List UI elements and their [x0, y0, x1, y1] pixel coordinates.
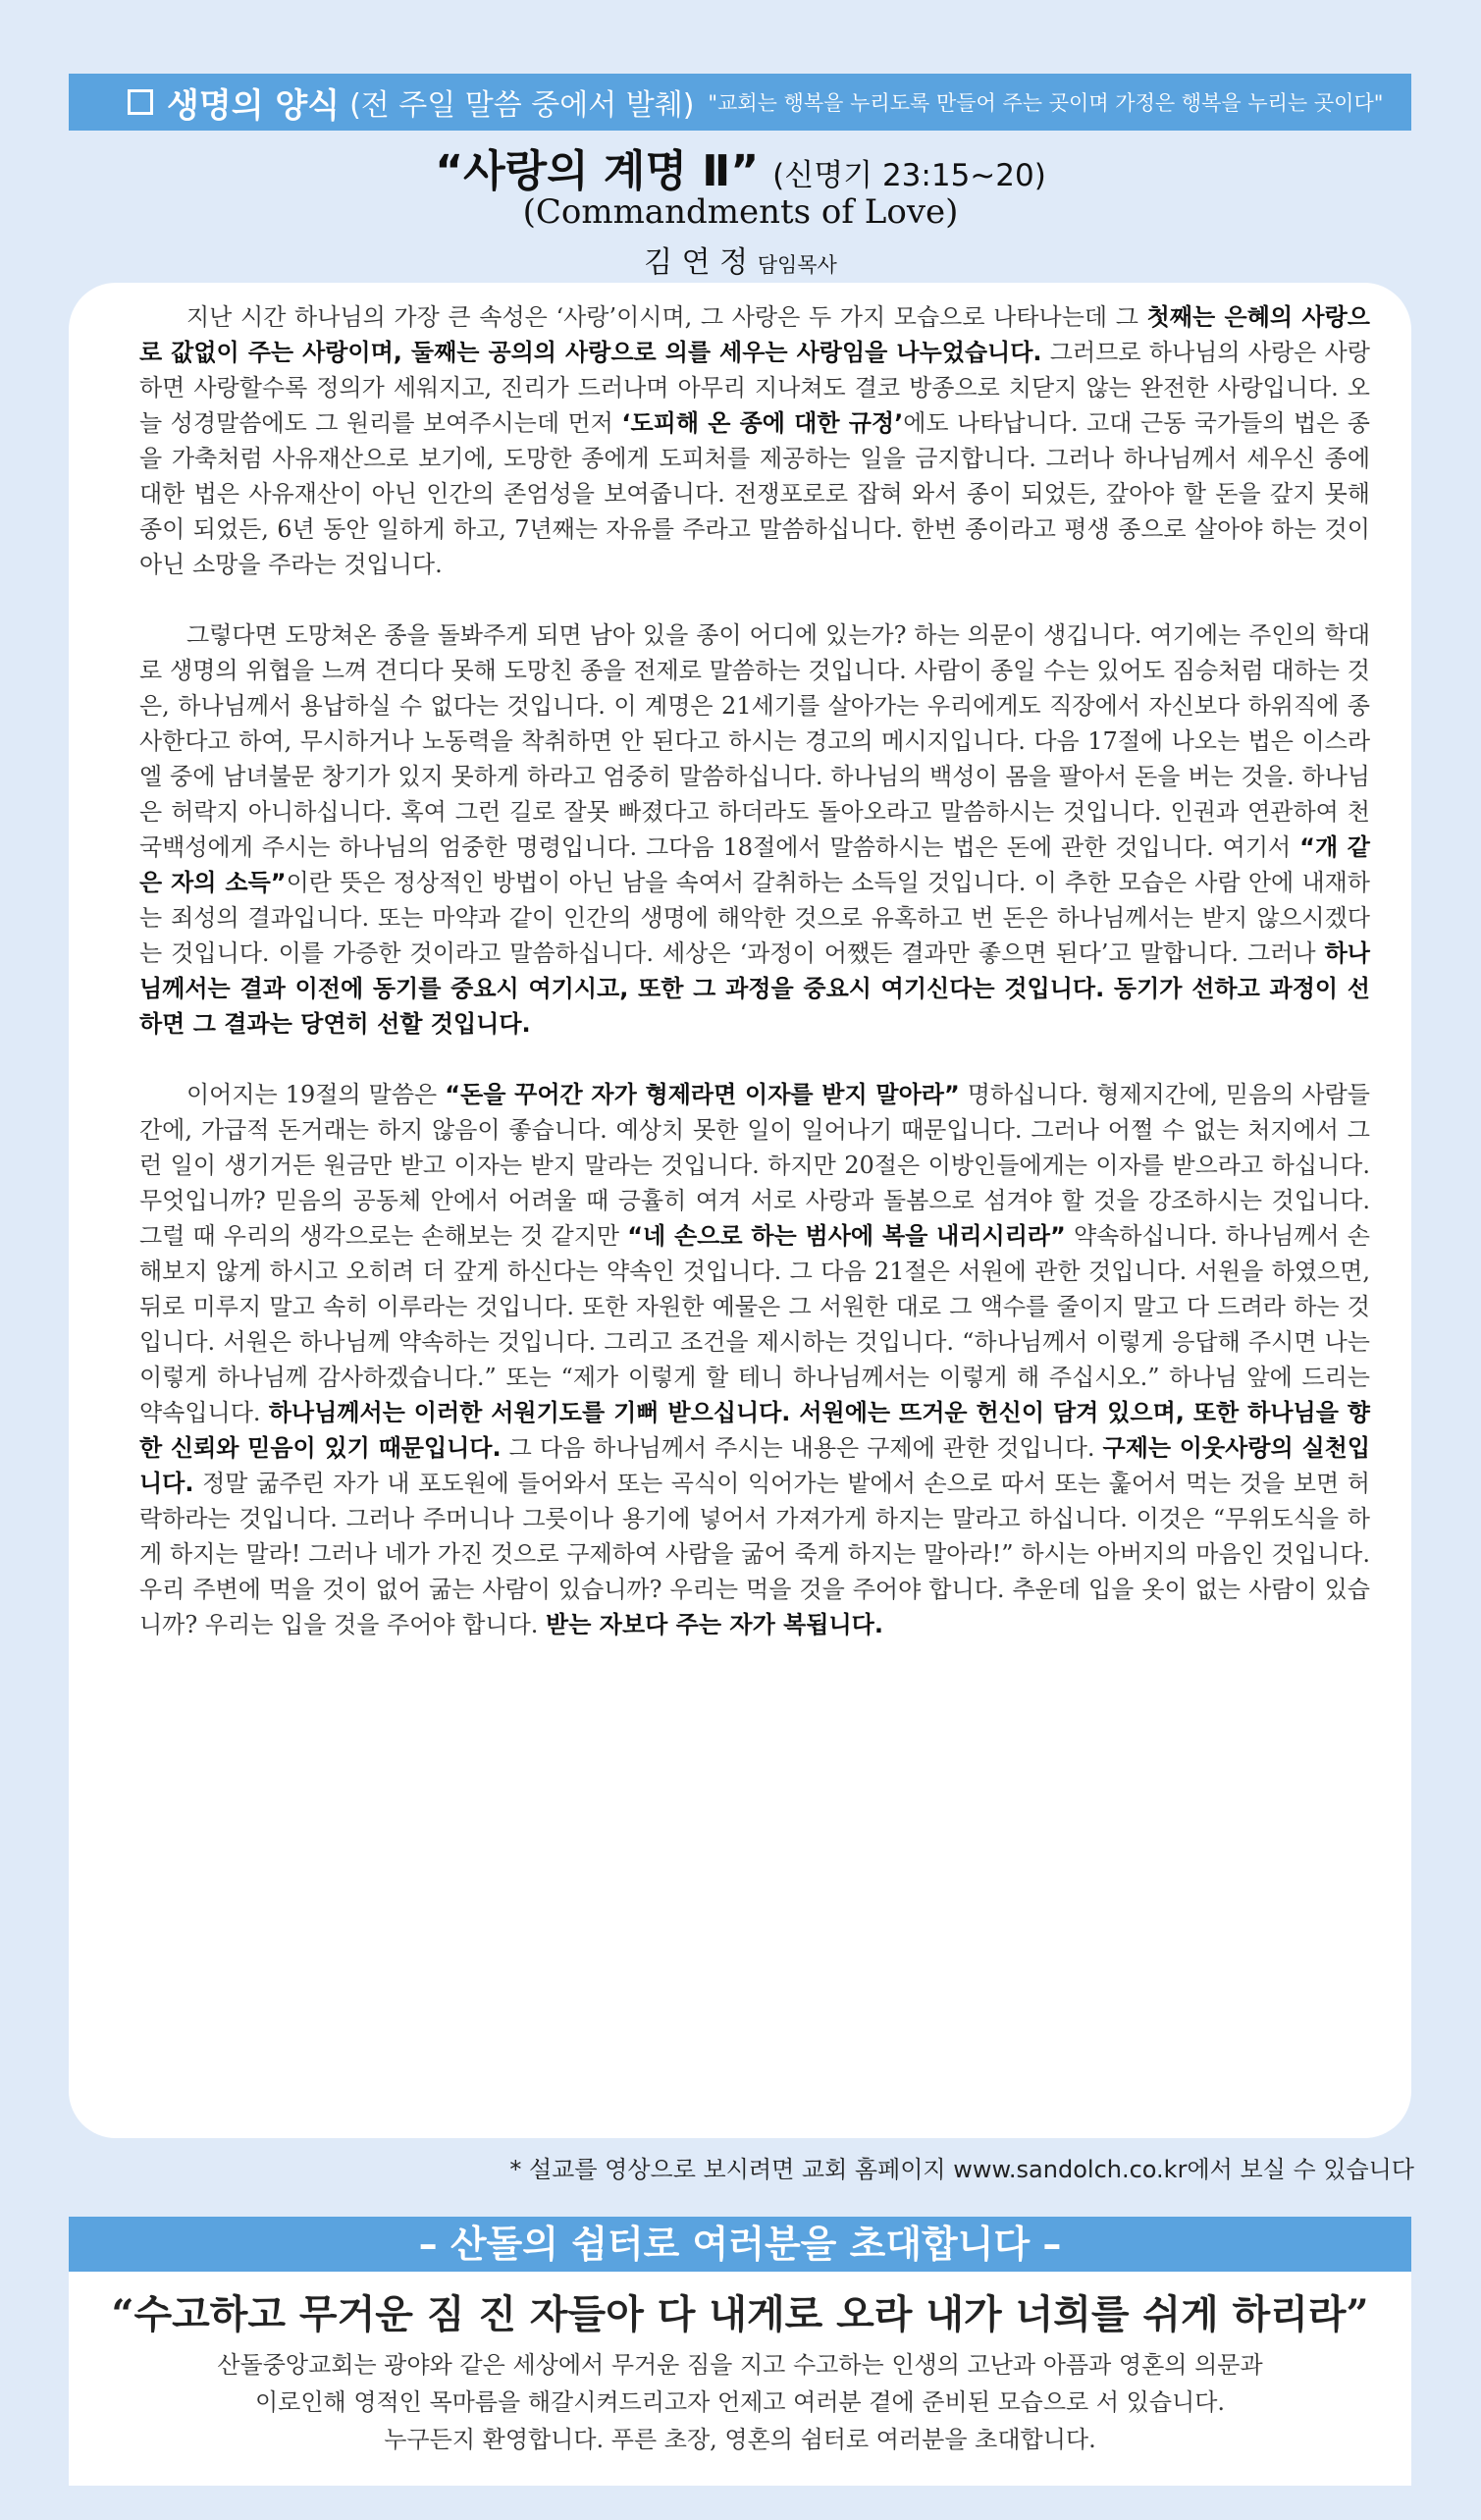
body-text: 에도 나타납니다. 고대 근동 국가들의 법은 종을 가축처럼 사유재산으로 보기에, 도망한 종에게 도피처를 제공하는 일을 금지합니다. 그러나 하나님께서 세우신 종에 대한 법은 사유재산이 아닌 인간의 존엄성을 보여줍니다. 전쟁포로로 잡혀 와서 종이 되었든, 갚아야 할 돈을 갚지 못해 종이 되었든, 6년 동안 일하게 하고, 7년째는 자유를 주라고 말씀하십니다. 한번 종이라고 평생 종으로 살아야 하는 것이 아닌 소망을 주라는 것입니다.	[139, 409, 1370, 578]
sermon-body	[139, 299, 1370, 1678]
section-title: 생명의 양식	[167, 85, 341, 126]
preacher-name: 김 연 정	[644, 245, 749, 280]
sermon-subtitle: (Commandments of Love)	[522, 192, 959, 232]
body-text: 약속하십니다. 하나님께서 손해보지 않게 하시고 오히려 더 갚게 하신다는 약속인 것입니다. 그 다음 21절은 서원에 관한 것입니다. 서원을 하였으면, 뒤로 미루지 말고 속히 이루라는 것입니다. 또한 자원한 예물은 그 서원한 대로 그 액수를 줄이지 말고 다 드려라 하는 것입니다. 서원은 하나님께 약속하는 것입니다. 그리고 조건을 제시하는 것입니다. “하나님께서 이렇게 응답해 주시면 나는 이렇게 하나님께 감사하겠습니다.” 또는 “제가 이렇게 할 테니 하나님께서는 이렇게 해 주십시오.” 하나님 앞에 드리는 약속입니다.	[139, 1222, 1370, 1426]
body-text: 그러므로 하나님의 사랑은 사랑하면 사랑할수록 정의가 세워지고, 진리가 드러나며 아무리 지나쳐도 결코 방종으로 치닫지 않는 완전한 사랑입니다. 오늘 성경말씀에도 그 원리를 보여주시는데 먼저	[139, 339, 1370, 437]
church-motto: "교회는 행복을 누리도록 만들어 주는 곳이며 가정은 행복을 누리는 곳이다"	[708, 91, 1384, 115]
body-text: 그렇다면 도망쳐온 종을 돌봐주게 되면 남아 있을 종이 어디에 있는가? 하는 의문이 생깁니다. 여기에는 주인의 학대로 생명의 위협을 느껴 견디다 못해 도망친 종을 전제로 말씀하는 것입니다. 사람이 종일 수는 있어도 짐승처럼 대하는 것은, 하나님께서 용납하실 수 없다는 것입니다. 이 계명은 21세기를 살아가는 우리에게도 직장에서 자신보다 하위직에 종사한다고 하여, 무시하거나 노동력을 착취하면 안 된다고 하시는 경고의 메시지입니다. 다음 17절에 나오는 법은 이스라엘 중에 남녀불문 창기가 있지 못하게 하라고 엄중히 말씀하십니다. 하나님의 백성이 몸을 팔아서 돈을 버는 것을. 하나님은 허락지 아니하십니다. 혹여 그런 길로 잘못 빠졌다고 하더라도 돌아오라고 말씀하시는 것입니다. 인권과 연관하여 천국백성에게 주시는 하나님의 엄중한 명령입니다. 그다음 18절에서 말씀하시는 법은 돈에 관한 것입니다. 여기서	[139, 621, 1370, 861]
invite-line: 이로인해 영적인 목마름을 해갈시켜드리고자 언제고 여러분 곁에 준비된 모습으로 서 있습니다.	[254, 2388, 1226, 2416]
invite-text	[69, 2346, 1411, 2458]
invite-quote: “수고하고 무거운 짐 진 자들아 다 내게로 오라 내가 너희를 쉬게 하리라”	[111, 2291, 1369, 2337]
body-text: 정말 굶주린 자가 내 포도원에 들어와서 또는 곡식이 익어가는 밭에서 손으로 따서 또는 훑어서 먹는 것을 보면 허락하라는 것입니다. 그러나 주머니나 그릇이나 용기에 넣어서 가져가게 하지는 말라고 하십니다. 이것은 “무위도식을 하게 하지는 말라! 그러나 네가 가진 것으로 구제하여 사람을 굶어 죽게 하지는 말아라!” 하시는 아버지의 마음인 것입니다. 우리 주변에 먹을 것이 없어 굶는 사람이 있습니까? 우리는 먹을 것을 주어야 합니다. 추운데 입을 옷이 없는 사람이 있습니까? 우리는 입을 것을 주어야 합니다.	[139, 1470, 1370, 1638]
video-note: * 설교를 영상으로 보시려면 교회 홈페이지 www.sandolch.co.kr에서 보실 수 있습니다	[509, 2156, 1414, 2183]
body-text: 이란 뜻은 정상적인 방법이 아닌 남을 속여서 갈취하는 소득일 것입니다. 이 추한 모습은 사람 안에 내재하는 죄성의 결과입니다. 또는 마약과 같이 인간의 생명에 해악한 것으로 유혹하고 번 돈은 하나님께서는 받지 않으시겠다는 것입니다. 이를 가증한 것이라고 말씀하십니다. 세상은 ‘과정이 어쨌든 결과만 좋으면 된다’고 말합니다. 그러나	[139, 869, 1370, 967]
body-text: 명하십니다. 형제지간에, 믿음의 사람들 간에, 가급적 돈거래는 하지 않음이 좋습니다. 예상치 못한 일이 일어나기 때문입니다. 그러나 어쩔 수 없는 처지에서 그런 일이 생기거든 원금만 받고 이자는 받지 말라는 것입니다. 하지만 20절은 이방인들에게는 이자를 받으라고 하십니다. 무엇입니까? 믿음의 공동체 안에서 어려울 때 긍휼히 여겨 서로 사랑과 돌봄으로 섬겨야 할 것을 강조하시는 것입니다. 그럴 때 우리의 생각으로는 손해보는 것 같지만	[139, 1081, 1370, 1250]
invite-banner: – 산돌의 쉼터로 여러분을 초대합니다 –	[69, 2217, 1411, 2272]
sermon-title: “사랑의 계명 Ⅱ”	[435, 146, 760, 196]
invite-line: 누구든지 환영합니다. 푸른 초장, 영혼의 쉼터로 여러분을 초대합니다.	[384, 2426, 1096, 2453]
emphasis-text: ‘도피해 온 종에 대한 규정’	[621, 409, 904, 437]
emphasis-text: 하나님께서는 결과 이전에 동기를 중요시 여기시고, 또한 그 과정을 중요시 여기신다는 것입니다. 동기가 선하고 과정이 선하면 그 결과는 당연히 선할 것입니다.	[139, 939, 1370, 1038]
paragraph-2	[139, 617, 1370, 1042]
preacher-line	[0, 238, 1481, 281]
emphasis-text: “돈을 꾸어간 자가 형제라면 이자를 받지 말아라”	[445, 1081, 960, 1108]
preacher-role: 담임목사	[757, 253, 837, 277]
checkbox-square-icon	[128, 89, 153, 115]
section-subtitle: (전 주일 말씀 중에서 발췌)	[349, 88, 695, 123]
emphasis-text: “네 손으로 하는 범사에 복을 내리시리라”	[627, 1222, 1066, 1250]
emphasis-text: “개 같은 자의 소득”	[139, 833, 1370, 896]
emphasis-text: 하나님께서는 이러한 서원기도를 기뻐 받으십니다. 서원에는 뜨거운 헌신이 담겨 있으며, 또한 하나님을 향한 신뢰와 믿음이 있기 때문입니다.	[139, 1399, 1370, 1462]
paragraph-1	[139, 299, 1370, 582]
emphasis-text: 첫째는 은혜의 사랑으로 값없이 주는 사랑이며, 둘째는 공의의 사랑으로 의를 세우는 사랑임을 나누었습니다.	[139, 303, 1370, 366]
body-text: 그 다음 하나님께서 주시는 내용은 구제에 관한 것입니다.	[501, 1434, 1103, 1462]
body-text: 지난 시간 하나님의 가장 큰 속성은 ‘사랑’이시며, 그 사랑은 두 가지 모습으로 나타나는데 그	[186, 303, 1147, 331]
scripture-reference: (신명기 23:15~20)	[772, 158, 1046, 193]
invite-line: 산돌중앙교회는 광야와 같은 세상에서 무거운 짐을 지고 수고하는 인생의 고난과 아픔과 영혼의 의문과	[217, 2351, 1263, 2379]
emphasis-text: 받는 자보다 주는 자가 복됩니다.	[546, 1611, 883, 1638]
body-text: 이어지는 19절의 말씀은	[186, 1081, 446, 1108]
sermon-title-line	[0, 135, 1481, 198]
paragraph-3	[139, 1077, 1370, 1642]
emphasis-text: 구제는 이웃사랑의 실천입니다.	[139, 1434, 1370, 1497]
section-header-bar	[69, 74, 1411, 131]
